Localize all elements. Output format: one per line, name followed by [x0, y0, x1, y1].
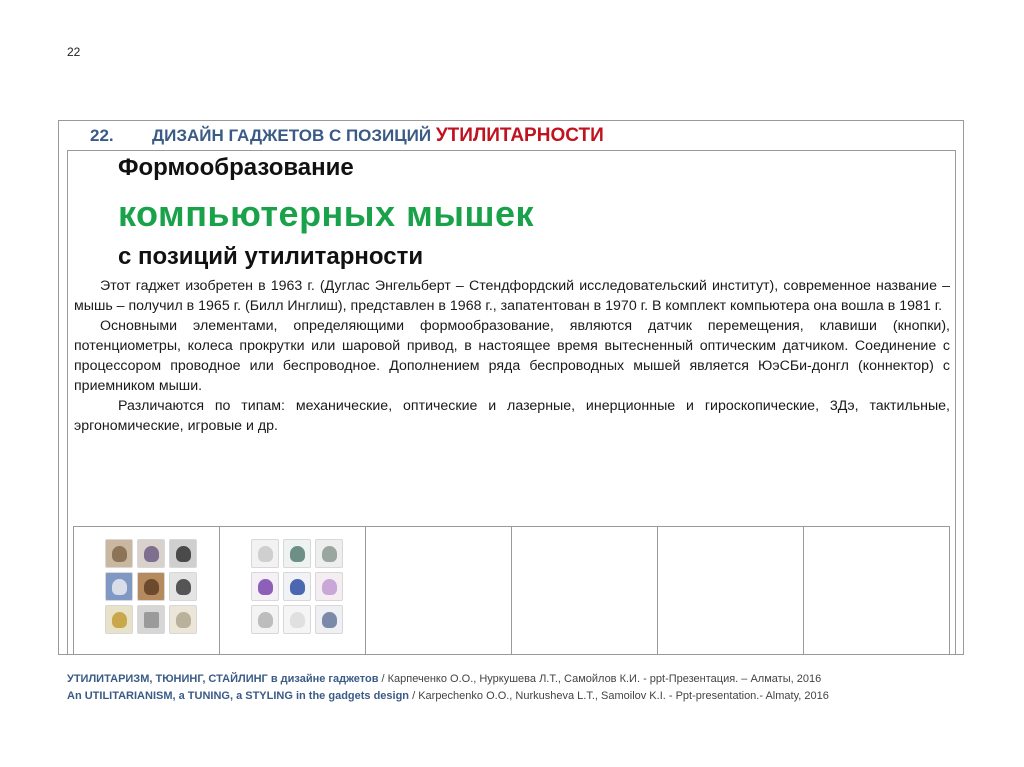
- footer-lead-ru: УТИЛИТАРИЗМ, ТЮНИНГ, СТАЙЛИНГ в дизайне гаджетов: [67, 673, 379, 685]
- mouse-photo: [315, 572, 343, 601]
- mouse-photo: [105, 539, 133, 568]
- mouse-photo: [169, 572, 197, 601]
- mouse-photo-collage-2: [251, 539, 343, 634]
- footer-rest-en: / Karpechenko O.O., Nurkusheva L.T., Samoilov K.I. - Ppt-presentation.- Almaty, 2016: [409, 690, 829, 702]
- paragraph-elements: Основными элементами, определяющими формообразование, являются датчик перемещения, клавиши (кнопки), потенциометры, колеса прокрутки или шаровой привод, в настоящее время вытесненный оптическим датчиком. Соединение с процессором проводное или беспроводное. Дополнением ряда беспроводных мышей является ЮэСБи-донгл (коннектор) с приемником мыши.: [74, 318, 950, 394]
- image-cell-empty: [804, 527, 949, 655]
- image-cell: [74, 527, 220, 655]
- paragraph-history: Этот гаджет изобретен в 1963 г. (Дуглас Энгельберт – Стендфордский исследовательский институт), современное название – мышь – получил в 1965 г. (Билл Инглиш), представлен в 1968 г., запатентован в 1970 г. В комплект компьютера она вошла в 1981 г.: [74, 278, 950, 314]
- mouse-photo: [169, 539, 197, 568]
- mouse-photo: [137, 605, 165, 634]
- mouse-photo: [169, 605, 197, 634]
- mouse-photo: [251, 539, 279, 568]
- mouse-photo: [283, 539, 311, 568]
- footer-line-en: [67, 688, 829, 705]
- image-cell: [220, 527, 366, 655]
- mouse-photo: [137, 572, 165, 601]
- mouse-photo: [283, 572, 311, 601]
- mouse-photo: [315, 539, 343, 568]
- footer-rest-ru: / Карпеченко О.О., Нуркушева Л.Т., Самойлов К.И. - ppt-Презентация. – Алматы, 2016: [378, 673, 822, 685]
- heading-line-2: компьютерных мышек: [118, 193, 534, 234]
- footer-citation: [67, 671, 829, 705]
- mouse-photo: [315, 605, 343, 634]
- mouse-photo: [105, 605, 133, 634]
- image-cell-empty: [658, 527, 804, 655]
- heading-line-3: с позиций утилитарности: [118, 243, 424, 270]
- slide-title-accent: УТИЛИТАРНОСТИ: [435, 125, 604, 146]
- footer-line-ru: [67, 671, 829, 688]
- footer-lead-en: An UTILITARIANISM, a TUNING, a STYLING in the gadgets design: [67, 690, 410, 702]
- slide-title-main: ДИЗАЙН ГАДЖЕТОВ С ПОЗИЦИЙ: [152, 126, 432, 145]
- image-cell-empty: [366, 527, 512, 655]
- page-number: 22: [67, 45, 81, 59]
- mouse-photo: [137, 539, 165, 568]
- image-strip: [73, 526, 950, 655]
- paragraph-types: Различаются по типам: механические, оптические и лазерные, инерционные и гироскопические, 3Дэ, тактильные, эргономические, игровые и др.: [74, 398, 950, 434]
- mouse-photo: [105, 572, 133, 601]
- mouse-photo: [251, 572, 279, 601]
- mouse-photo: [283, 605, 311, 634]
- body-text: [74, 276, 950, 436]
- image-cell-empty: [512, 527, 658, 655]
- slide-title: [90, 125, 604, 147]
- slide-title-number: 22.: [90, 126, 114, 145]
- heading-line-1: Формообразование: [118, 154, 354, 181]
- mouse-photo: [251, 605, 279, 634]
- mouse-photo-collage-1: [105, 539, 197, 634]
